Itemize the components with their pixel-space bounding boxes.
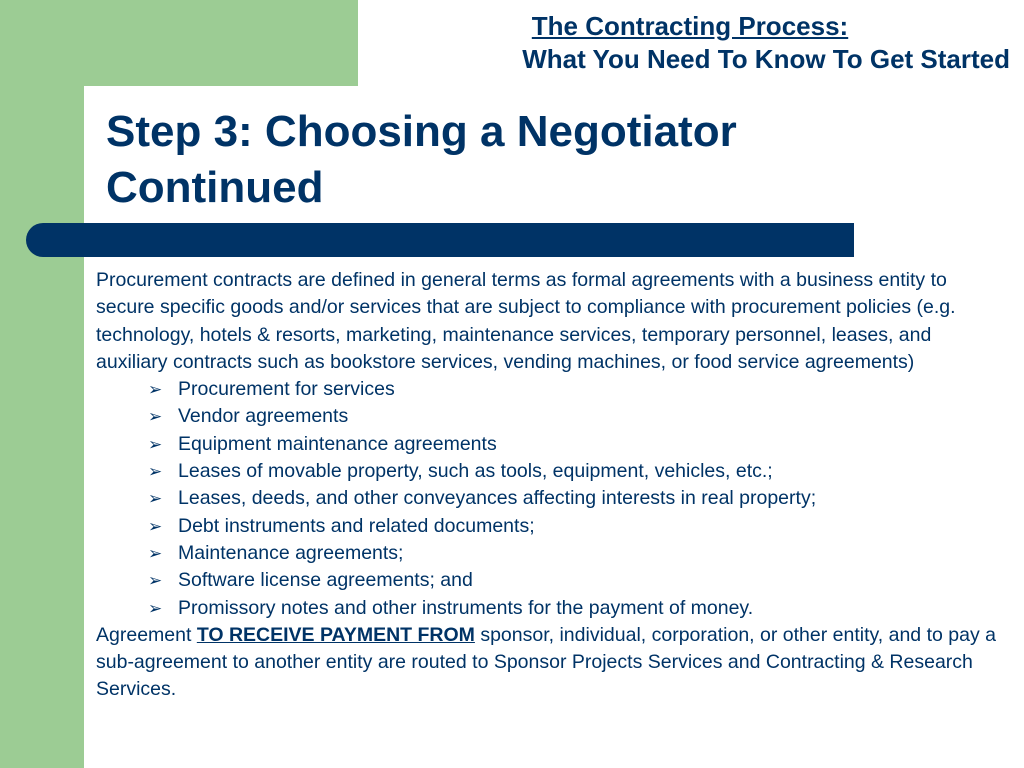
- list-item: [148, 458, 996, 485]
- list-item: [148, 431, 996, 458]
- slide-header: [370, 10, 1010, 76]
- arrowhead-bullet-icon: ➢: [148, 543, 163, 563]
- slide-body: [96, 267, 996, 704]
- slide-title: [106, 104, 906, 216]
- list-item-text: Vendor agreements: [178, 405, 349, 428]
- slide-title-line1: Step 3: Choosing a Negotiator: [106, 107, 737, 156]
- list-item-text: Procurement for services: [178, 378, 395, 401]
- list-item: [148, 403, 996, 430]
- top-green-band: [84, 0, 358, 86]
- arrowhead-bullet-icon: ➢: [148, 571, 163, 591]
- list-item: [148, 540, 996, 567]
- arrowhead-bullet-icon: ➢: [148, 407, 163, 427]
- list-item-text: Maintenance agreements;: [178, 541, 404, 564]
- arrowhead-bullet-icon: ➢: [148, 380, 163, 400]
- arrowhead-bullet-icon: ➢: [148, 598, 163, 618]
- list-item-text: Leases of movable property, such as tools, equipment, vehicles, etc.;: [178, 460, 773, 483]
- intro-paragraph: Procurement contracts are defined in general terms as formal agreements with a business entity to secure specific goods and/or services that are subject to compliance with procurement policies (e.g. technology, hotels & resorts, marketing, maintenance services, temporary personnel, leases, and auxiliary contracts such as bookstore services, vending machines, or food service agreements): [96, 269, 956, 373]
- arrowhead-bullet-icon: ➢: [148, 462, 163, 482]
- bullet-list: [96, 376, 996, 622]
- list-item-text: Promissory notes and other instruments for the payment of money.: [178, 596, 754, 619]
- list-item-text: Equipment maintenance agreements: [178, 432, 497, 455]
- list-item: [148, 567, 996, 594]
- list-item-text: Software license agreements; and: [178, 569, 473, 592]
- slide-title-line2: Continued: [106, 163, 324, 212]
- closing-suffix: sponsor, individual, corporation, or other entity, and to pay a sub-agreement to another entity are routed to Sponsor Projects Services and Contracting & Research Services.: [96, 623, 996, 701]
- header-subtitle: What You Need To Know To Get Started: [522, 44, 1010, 74]
- arrowhead-bullet-icon: ➢: [148, 489, 163, 509]
- list-item-text: Leases, deeds, and other conveyances affecting interests in real property;: [178, 487, 817, 510]
- list-item-text: Debt instruments and related documents;: [178, 514, 535, 537]
- list-item: [148, 513, 996, 540]
- closing-emphasis: TO RECEIVE PAYMENT FROM: [196, 623, 475, 646]
- list-item: [148, 485, 996, 512]
- title-underline-bar: [26, 223, 854, 257]
- arrowhead-bullet-icon: ➢: [148, 434, 163, 454]
- left-green-band: [0, 0, 84, 768]
- closing-prefix: Agreement: [96, 623, 197, 646]
- list-item: [148, 595, 996, 622]
- list-item: [148, 376, 996, 403]
- closing-paragraph: [96, 622, 996, 704]
- arrowhead-bullet-icon: ➢: [148, 516, 163, 536]
- header-title: The Contracting Process:: [531, 11, 849, 41]
